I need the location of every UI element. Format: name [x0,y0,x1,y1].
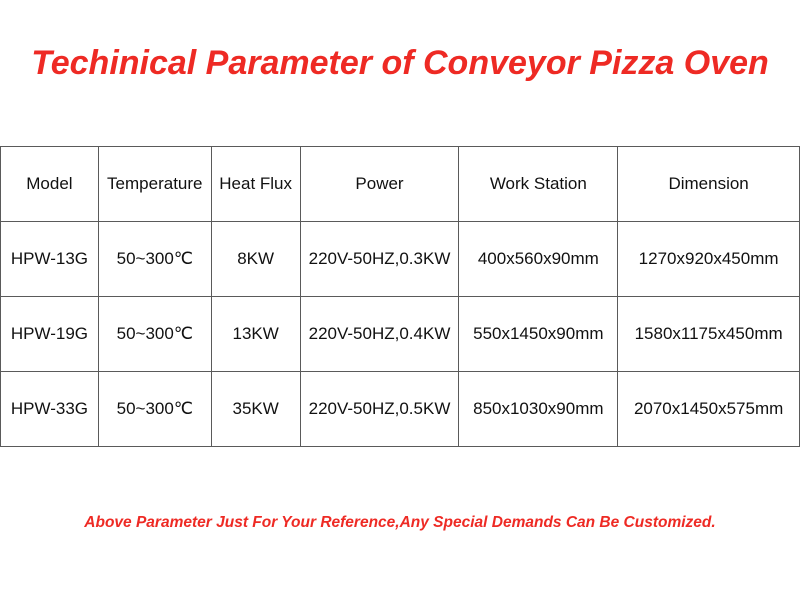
column-header-temperature: Temperature [98,147,211,222]
cell-model: HPW-19G [1,297,99,372]
column-header-power: Power [300,147,459,222]
cell-heat-flux: 13KW [211,297,300,372]
cell-dimension: 2070x1450x575mm [618,372,800,447]
cell-power: 220V-50HZ,0.4KW [300,297,459,372]
cell-heat-flux: 8KW [211,222,300,297]
footnote: Above Parameter Just For Your Reference,Any Special Demands Can Be Customized. [84,514,716,531]
cell-work-station: 850x1030x90mm [459,372,618,447]
table-row [1,372,800,447]
cell-dimension: 1580x1175x450mm [618,297,800,372]
table-header-row [1,147,800,222]
cell-temperature: 50~300℃ [98,297,211,372]
column-header-heat-flux: Heat Flux [211,147,300,222]
cell-work-station: 550x1450x90mm [459,297,618,372]
cell-temperature: 50~300℃ [98,222,211,297]
parameter-table [0,146,800,447]
cell-temperature: 50~300℃ [98,372,211,447]
column-header-work-station: Work Station [459,147,618,222]
column-header-dimension: Dimension [618,147,800,222]
table-row [1,297,800,372]
cell-model: HPW-13G [1,222,99,297]
cell-heat-flux: 35KW [211,372,300,447]
cell-model: HPW-33G [1,372,99,447]
column-header-model: Model [1,147,99,222]
table-row [1,222,800,297]
cell-dimension: 1270x920x450mm [618,222,800,297]
cell-power: 220V-50HZ,0.5KW [300,372,459,447]
cell-power: 220V-50HZ,0.3KW [300,222,459,297]
cell-work-station: 400x560x90mm [459,222,618,297]
page-title: Techinical Parameter of Conveyor Pizza Oven [31,44,769,82]
